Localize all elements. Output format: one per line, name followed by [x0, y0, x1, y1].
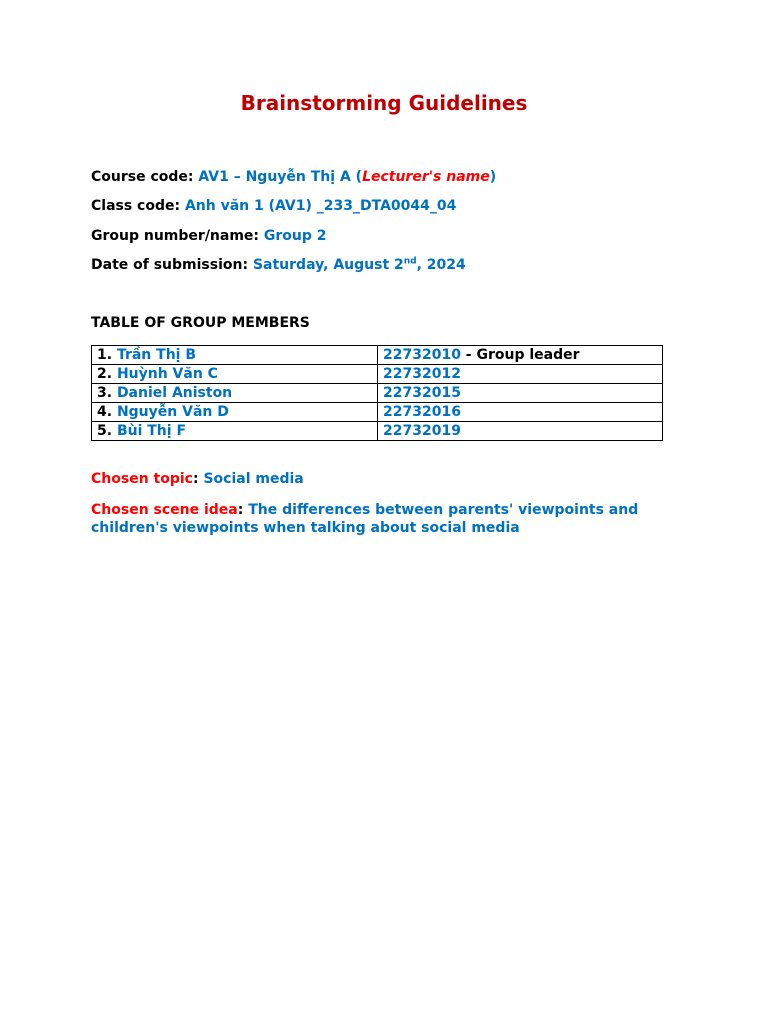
- table-row: [92, 346, 663, 365]
- group-value: Group 2: [263, 228, 327, 244]
- lecturer-name-note: Lecturer's name: [362, 169, 490, 185]
- member-id: 22732019: [383, 423, 461, 439]
- chosen-scene-label: Chosen scene idea: [91, 502, 238, 518]
- table-row: [92, 403, 663, 422]
- member-number: 2.: [97, 366, 117, 382]
- class-code-value: Anh văn 1 (AV1) _233_DTA0044_04: [184, 198, 457, 214]
- table-row: [92, 384, 663, 403]
- member-name: Daniel Aniston: [116, 385, 233, 401]
- course-code-line: [91, 168, 496, 186]
- chosen-topic-label: Chosen topic: [91, 471, 193, 487]
- chosen-scene-colon: :: [237, 502, 249, 518]
- member-number: 4.: [97, 404, 117, 420]
- submission-date-label: Date of submission:: [91, 257, 249, 273]
- member-name-cell: [92, 403, 378, 422]
- member-id-cell: [378, 422, 663, 441]
- member-id-cell: [378, 346, 663, 365]
- chosen-topic-colon: :: [192, 471, 204, 487]
- course-paren-open: (: [350, 169, 363, 185]
- chosen-scene-value: The differences between parents' viewpoints and children's viewpoints when talking about social media: [91, 502, 639, 536]
- member-id: 22732015: [383, 385, 461, 401]
- member-name: Trần Thị B: [116, 347, 197, 363]
- member-number: 1.: [97, 347, 117, 363]
- member-id: 22732010: [383, 347, 461, 363]
- submission-date-prefix: Saturday, August 2: [252, 257, 404, 273]
- member-name-cell: [92, 384, 378, 403]
- class-code-line: [91, 197, 456, 215]
- member-name-cell: [92, 365, 378, 384]
- member-number: 3.: [97, 385, 117, 401]
- member-id: 22732016: [383, 404, 461, 420]
- members-table: [91, 345, 663, 441]
- member-id-cell: [378, 384, 663, 403]
- submission-date-value: [253, 257, 466, 273]
- course-code-label: Course code:: [91, 169, 194, 185]
- group-line: [91, 227, 327, 245]
- member-name-cell: [92, 346, 378, 365]
- course-code-value: AV1 – Nguyễn Thị A: [198, 169, 351, 185]
- group-label: Group number/name:: [91, 228, 260, 244]
- member-id: 22732012: [383, 366, 461, 382]
- submission-date-suffix: , 2024: [416, 257, 466, 273]
- submission-date-line: [91, 256, 466, 274]
- chosen-scene-line: [91, 501, 671, 537]
- member-name: Huỳnh Văn C: [116, 366, 218, 382]
- members-heading: TABLE OF GROUP MEMBERS: [91, 315, 310, 331]
- member-name: Nguyễn Văn D: [116, 404, 229, 420]
- member-name: Bùi Thị F: [116, 423, 187, 439]
- member-role: - Group leader: [460, 347, 580, 363]
- course-paren-close: ): [489, 169, 497, 185]
- class-code-label: Class code:: [91, 198, 181, 214]
- member-id-cell: [378, 365, 663, 384]
- member-number: 5.: [97, 423, 117, 439]
- member-id-cell: [378, 403, 663, 422]
- chosen-topic-line: [91, 471, 304, 487]
- submission-date-ordinal: nd: [403, 256, 417, 267]
- member-name-cell: [92, 422, 378, 441]
- table-row: [92, 422, 663, 441]
- document-title: Brainstorming Guidelines: [240, 91, 528, 115]
- table-row: [92, 365, 663, 384]
- chosen-topic-value: Social media: [203, 471, 304, 487]
